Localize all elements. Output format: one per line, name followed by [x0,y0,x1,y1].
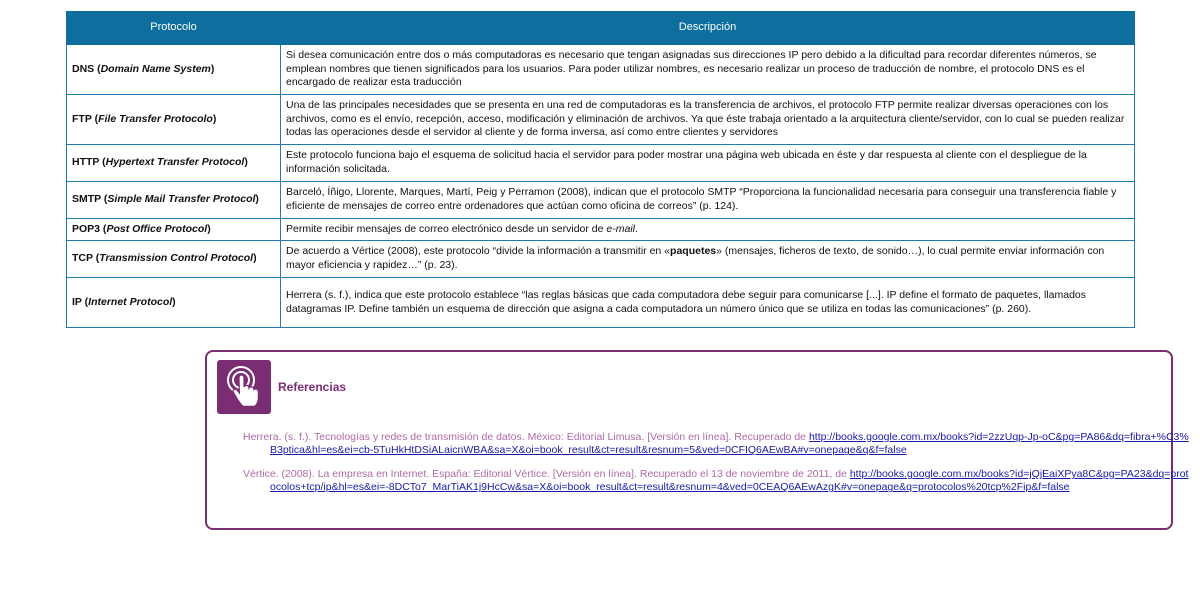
protocol-name: FTP (File Transfer Protocolo) [67,95,281,145]
reference-link[interactable]: http://books.google.com.mx/books?id=2zzUqp-Jp-oC&pg=PA86&dq=fibra+%C3%B3ptica&hl=es&ei=cb-5TuHkHtDSiALaicnWBA&sa=X&oi=book_result&ct=result&resnum=5&ved=0CFIQ6AEwBA#v=onepage&q&f=false [270,431,1189,457]
protocol-name: HTTP (Hypertext Transfer Protocol) [67,145,281,182]
reference-entry: Vértice. (2008). La empresa en Internet. España: Editorial Vértice. [Versión en línea]. Recuperado el 13 de noviembre de 2011, de http://books.google.com.mx/books?id=jQjEaiXPya8C&pg=PA23&dq=protocolos+tcp/ip&hl=es&ei=-8DCTo7_MarTiAK1j9HcCw&sa=X&oi=book_result&ct=result&resnum=4&ved=0CEAQ6AEwAzgK#v=onepage&q=protocolos%20tcp%2Fip&f=false [243,468,1189,494]
table-row [67,278,1135,328]
protocol-description: Si desea comunicación entre dos o más computadoras es necesario que tengan asignadas sus direcciones IP pero debido a la dificultad para recordar diferentes números, se emplean nombres que tienen significados para los usuarios. Para poder utilizar nombres, es necesario realizar un proceso de traducción de nombre, el protocolo DNS es el encargado de realizar esta traducción [281,45,1135,95]
reference-link[interactable]: http://books.google.com.mx/books?id=jQjEaiXPya8C&pg=PA23&dq=protocolos+tcp/ip&hl=es&ei=-8DCTo7_MarTiAK1j9HcCw&sa=X&oi=book_result&ct=result&resnum=4&ved=0CEAQ6AEwAzgK#v=onepage&q=protocolos%20tcp%2Fip&f=false [270,468,1189,494]
protocol-description: Permite recibir mensajes de correo electrónico desde un servidor de e-mail. [281,219,1135,241]
protocol-table [66,11,1135,328]
reference-entry: Herrera. (s. f.). Tecnologías y redes de transmisión de datos. México: Editorial Limusa. [Versión en línea]. Recuperado de http://books.google.com.mx/books?id=2zzUqp-Jp-oC&pg=PA86&dq=fibra+%C3%B3ptica&hl=es&ei=cb-5TuHkHtDSiALaicnWBA&sa=X&oi=book_result&ct=result&resnum=5&ved=0CFIQ6AEwBA#v=onepage&q&f=false [243,431,1189,457]
protocol-name: TCP (Transmission Control Protocol) [67,241,281,278]
protocol-name: IP (Internet Protocol) [67,278,281,328]
hand-pointer-icon [217,360,271,414]
table-row [67,182,1135,219]
references-box [205,350,1189,530]
table-row [67,45,1135,95]
protocol-description: Barceló, Íñigo, Llorente, Marques, Martí, Peig y Perramon (2008), indican que el protocolo SMTP “Proporciona la funcionalidad necesaria para conseguir una transferencia fiable y eficiente de mensajes de correo entre ordenadores que actúan como oficina de correos” (p. 124). [281,182,1135,219]
table-header-row [67,12,1135,45]
table-row [67,145,1135,182]
column-header-description: Descripción [281,12,1135,45]
protocol-name: DNS (Domain Name System) [67,45,281,95]
column-header-protocol: Protocolo [67,12,281,45]
protocol-description: De acuerdo a Vértice (2008), este protocolo “divide la información a transmitir en «paquetes» (mensajes, ficheros de texto, de sonido…), lo cual permite enviar información con mayor eficiencia y rapidez…” (p. 23). [281,241,1135,278]
protocol-description: Una de las principales necesidades que se presenta en una red de computadoras es la transferencia de archivos, el protocolo FTP permite realizar diversas operaciones con los archivos, como es el envío, recepción, acceso, modificación y eliminación de archivos. Ya que éste trabaja orientado a la arquitectura cliente/servidor, con lo cual se pueden realizar todas las operaciones desde el servidor al cliente y de forma inversa, así como entre clientes y servidores [281,95,1135,145]
protocol-name: SMTP (Simple Mail Transfer Protocol) [67,182,281,219]
references-title: Referencias [278,380,347,394]
protocol-name: POP3 (Post Office Protocol) [67,219,281,241]
table-row [67,219,1135,241]
table-row [67,95,1135,145]
table-row [67,241,1135,278]
protocol-description: Este protocolo funciona bajo el esquema de solicitud hacia el servidor para poder mostrar una página web ubicada en éste y dar respuesta al cliente con el despliegue de la información solicitada. [281,145,1135,182]
protocol-description: Herrera (s. f.), indica que este protocolo establece “las reglas básicas que cada computadora debe seguir para comunicarse [...]. IP define el formato de paquetes, llamados datagramas IP. Define también un esquema de dirección que asigna a cada computadora un número único que se utiliza en todas las comunicaciones” (p. 260). [281,278,1135,328]
